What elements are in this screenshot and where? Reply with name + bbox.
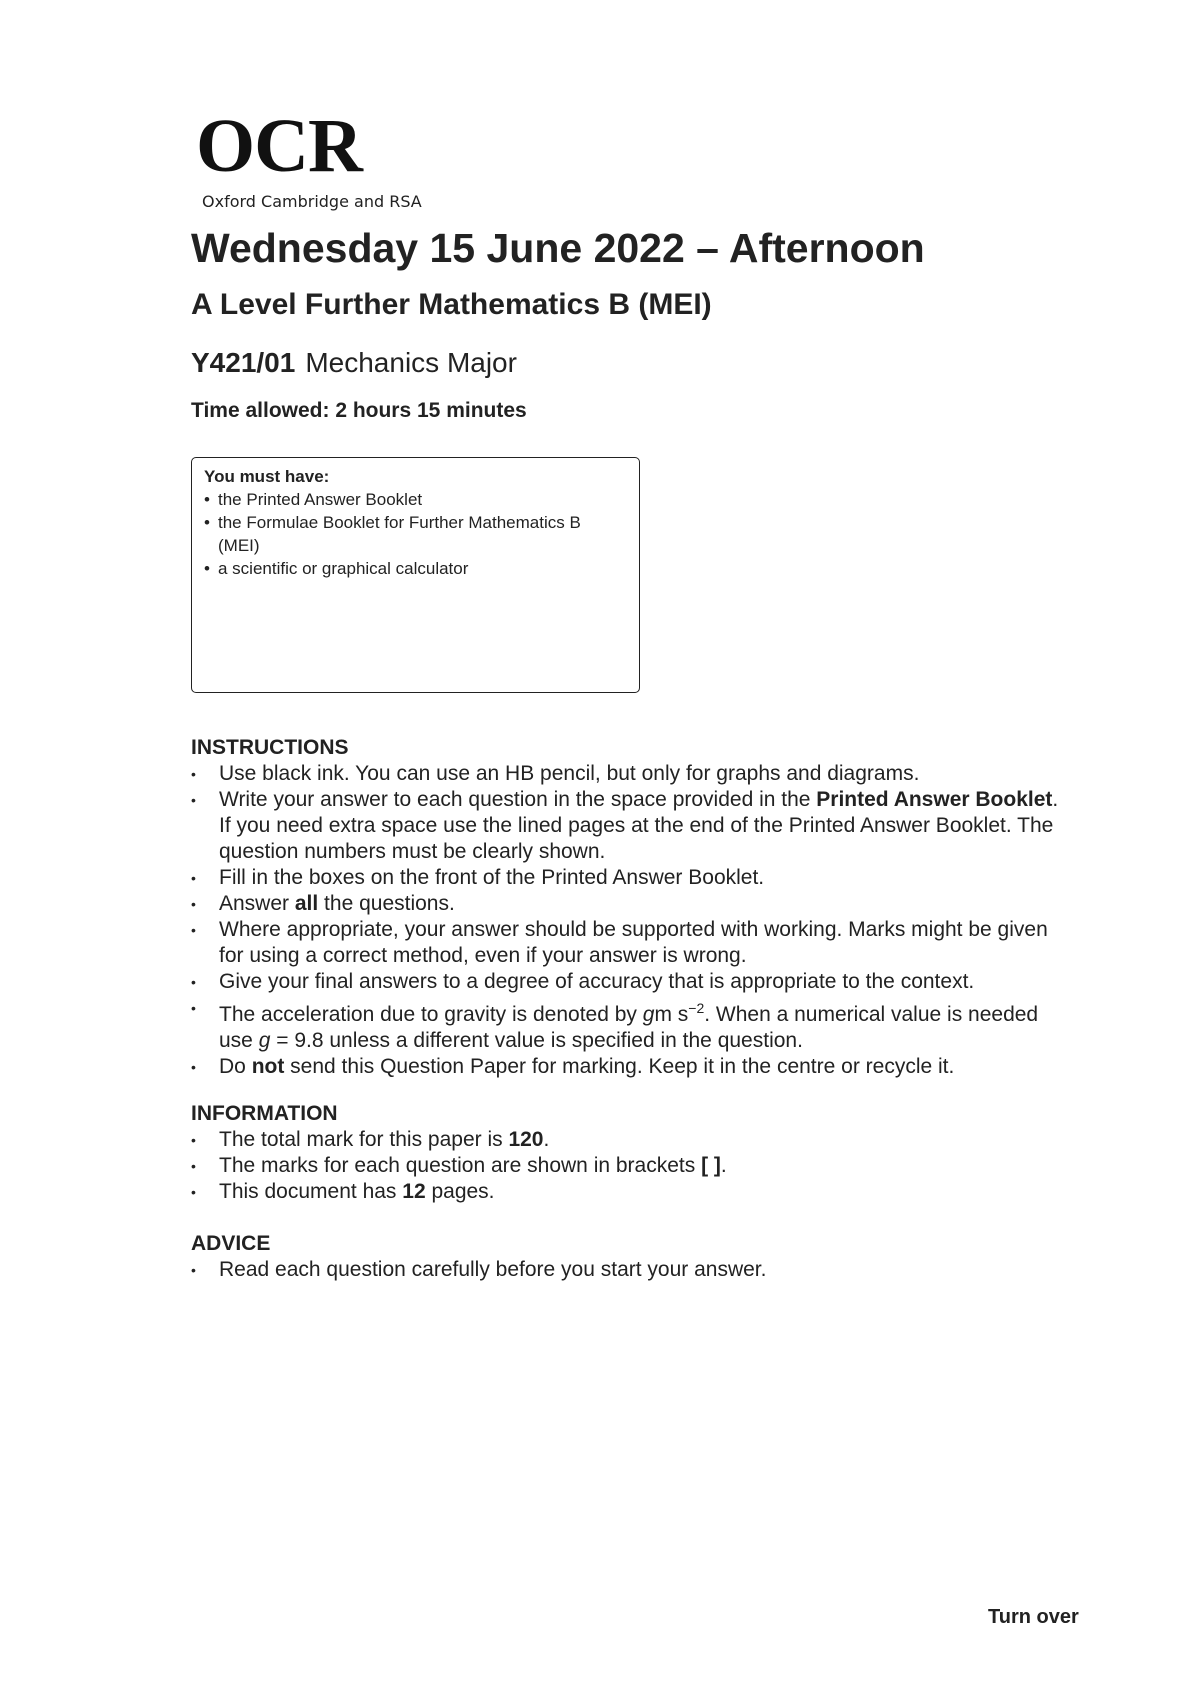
list-item: • Read each question carefully before you start your answer.	[191, 1257, 1071, 1283]
paper-line	[191, 345, 1091, 381]
instructions-list	[191, 761, 1071, 1080]
advice-list	[191, 1257, 1071, 1283]
exam-header	[191, 222, 1091, 424]
list-item: • The marks for each question are shown in brackets [ ].	[191, 1153, 1071, 1179]
paper-code: Y421/01	[191, 347, 296, 378]
you-must-have-heading: You must have:	[204, 467, 330, 486]
list-item: • Do not send this Question Paper for marking. Keep it in the centre or recycle it.	[191, 1054, 1071, 1080]
you-must-have-box	[191, 457, 640, 693]
list-item: • The acceleration due to gravity is denoted by gm $s^{-2}$. When a numerical value is needed use g = 9.8 unless a different value is specified in the question.	[191, 995, 1071, 1054]
list-item: • Use black ink. You can use an HB pencil, but only for graphs and diagrams.	[191, 761, 1071, 787]
instructions-section	[191, 735, 1071, 1080]
gravity-symbol: g	[642, 1003, 655, 1026]
list-item: • a scientific or graphical calculator	[204, 557, 627, 580]
instructions-heading: INSTRUCTIONS	[191, 736, 349, 759]
you-must-have-list	[204, 488, 627, 580]
exam-date-title: Wednesday 15 June 2022 – Afternoon	[191, 225, 925, 271]
paper-name: Mechanics Major	[305, 347, 517, 378]
ocr-logo	[196, 104, 422, 211]
logo-subtitle: Oxford Cambridge and RSA	[202, 192, 422, 211]
logo-mark: OCR	[196, 104, 362, 188]
list-item: • the Printed Answer Booklet	[204, 488, 627, 511]
list-item: • the Formulae Booklet for Further Mathematics B (MEI)	[204, 511, 627, 557]
information-heading: INFORMATION	[191, 1102, 338, 1125]
time-allowed: Time allowed: 2 hours 15 minutes	[191, 399, 527, 422]
advice-section	[191, 1231, 1071, 1283]
list-item: • The total mark for this paper is 120.	[191, 1127, 1071, 1153]
list-item: • This document has 12 pages.	[191, 1179, 1071, 1205]
advice-heading: ADVICE	[191, 1232, 271, 1255]
list-item: • Write your answer to each question in the space provided in the Printed Answer Booklet. If you need extra space use the lined pages at the end of the Printed Answer Booklet. The question numbers must be clearly shown.	[191, 787, 1071, 865]
information-section	[191, 1101, 1071, 1205]
turn-over-label: Turn over	[988, 1606, 1079, 1628]
list-item: • Give your final answers to a degree of accuracy that is appropriate to the context.	[191, 969, 1071, 995]
qualification-title: A Level Further Mathematics B (MEI)	[191, 288, 712, 321]
list-item: • Fill in the boxes on the front of the Printed Answer Booklet.	[191, 865, 1071, 891]
list-item: • Where appropriate, your answer should be supported with working. Marks might be given for using a correct method, even if your answer is wrong.	[191, 917, 1071, 969]
list-item: • Answer all the questions.	[191, 891, 1071, 917]
information-list	[191, 1127, 1071, 1205]
